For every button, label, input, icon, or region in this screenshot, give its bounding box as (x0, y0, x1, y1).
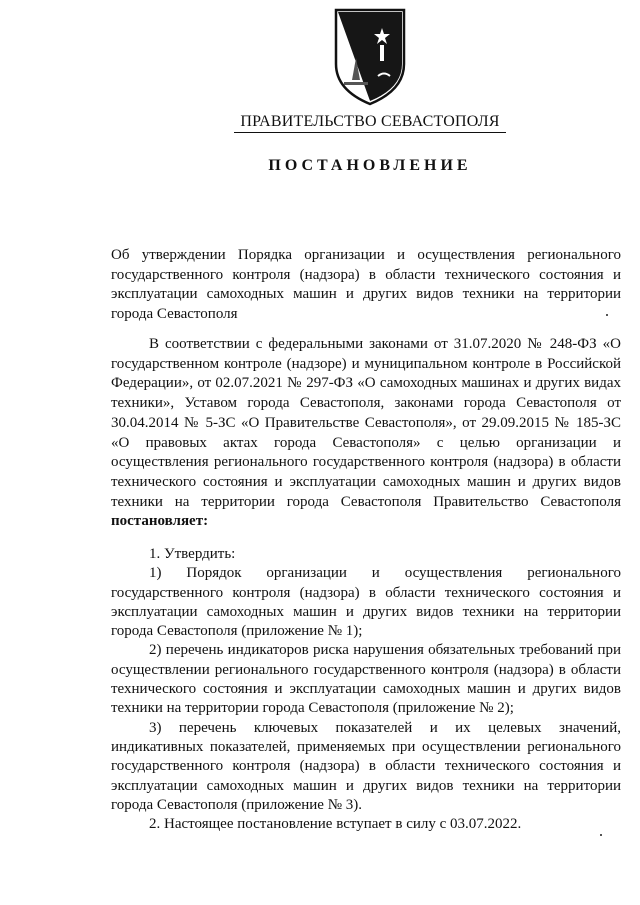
scan-speck (600, 834, 602, 836)
sub-item-2: 2) перечень индикаторов риска нарушения обязательных требований при осуществлении регионального государственного контроля (надзора) в области технического состояния и эксплуатации самоходных машин и других видов техники на территории города Севастополя (приложение № 2); (111, 642, 621, 717)
document-subject: Об утверждении Порядка организации и осуществления регионального государственного контроля (надзора) в области технического состояния и эксплуатации самоходных машин и других видов техники на территории города Севастополя (111, 247, 621, 322)
item-2: 2. Настоящее постановление вступает в силу с 03.07.2022. (149, 816, 522, 833)
sevastopol-coat-of-arms-icon (330, 6, 410, 106)
sub-item-1: 1) Порядок организации и осуществления регионального государственного контроля (надзора) в области технического состояния и эксплуатации самоходных машин и других видов техники на территории города Севастополя (приложение № 1); (111, 565, 621, 640)
preamble-text: В соответствии с федеральными законами от 31.07.2020 № 248-ФЗ «О государственном контроле (надзоре) и муниципальном контроле в Российской Федерации», от 02.07.2021 № 297-ФЗ «О самоходных машинах и других видах техники», Уставом города Севастополя, законами города Севастополя от 30.04.2014 № 5-ЗС «О Правительстве Севастополя», от 29.09.2015 № 185-ЗС «О правовых актах города Севастополя» с целью организации и осуществления регионального государственного контроля (надзора) в области технического состояния и эксплуатации самоходных машин и других видов техники на территории города Севастополя Правительство Севастополя (111, 336, 621, 510)
sub-item-3: 3) перечень ключевых показателей и их целевых значений, индикативных показателей, применяемых при осуществлении регионального государственного контроля (надзора) в области технического состояния и эксплуатации самоходных машин и других видов техники на территории города Севастополя (приложение № 3). (111, 719, 621, 813)
scan-speck (606, 314, 608, 316)
resolution-items (111, 545, 621, 834)
government-name: ПРАВИТЕЛЬСТВО СЕВАСТОПОЛЯ (50, 113, 640, 133)
item-1-heading: 1. Утвердить: (149, 546, 236, 562)
document-type-title: ПОСТАНОВЛЕНИЕ (268, 157, 472, 174)
preamble-paragraph (111, 335, 621, 532)
preamble-verb: постановляет: (111, 513, 209, 530)
